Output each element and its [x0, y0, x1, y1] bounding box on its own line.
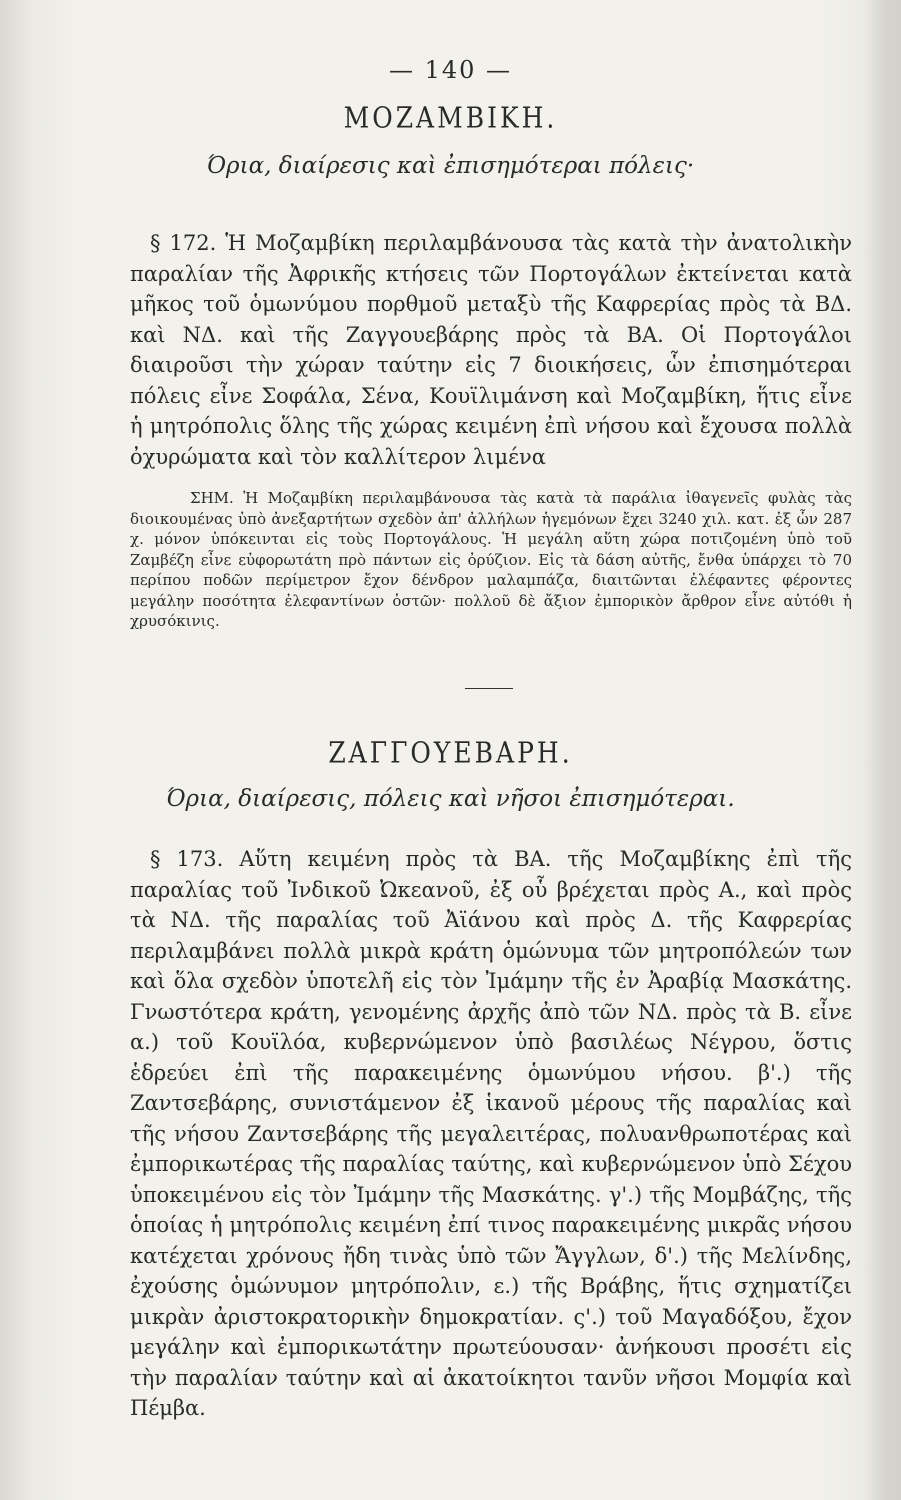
section-title-mozambique: ΜΟΖΑΜΒΙΚΗ.: [343, 100, 558, 135]
section-subtitle-mozambique: Όρια, διαίρεσις καὶ ἐπισημότεραι πόλεις·: [206, 153, 695, 179]
footnote-mozambique: ΣΗΜ. Ἡ Μοζαμβίκη περιλαμβάνουσα τὰς κατὰ τὰ παράλια ἰθαγενεῖς φυλὰς τὰς διοικουμένας ὑπὸ ἀνεξαρτήτων σχεδὸν ἀπ' ἀλλήλων ἡγεμόνων ἔχει 3240 χιλ. κατ. ἐξ ὧν 287 χ. μόνον ὑπόκεινται εἰς τοὺς Πορτογάλους. Ἡ μεγάλη αὕτη χώρα ποτιζομένη ὑπὸ τοῦ Ζαμβέζη εἶνε εὐφορωτάτη πρὸ πάντων εἰς ὀρύζιον. Εἰς τὰ δάση αὐτῆς, ἔνθα ὑπάρχει τὸ 70 περίπου ποδῶν περίμετρον ἔχον δένδρον μαλαμπάζα, διαιτῶνται ἐλέφαντες φέροντες μεγάλην ποσότητα ἐλεφαντίνων ὀστῶν· πολλοῦ δὲ ἄξιον ἐμπορικὸν ἄρθρον εἶνε αὐτόθι ἡ χρυσόκινις.: [130, 489, 852, 630]
page-number: — 140 —: [388, 56, 513, 84]
paragraph-172: § 172. Ἡ Μοζαμβίκη περιλαμβάνουσα τὰς κατὰ τὴν ἀνατολικὴν παραλίαν τῆς Ἀφρικῆς κτήσεις τῶν Πορτογάλων ἐκτείνεται κατὰ μῆκος τοῦ ὁμωνύμου πορθμοῦ μεταξὺ τῆς Καφρερίας πρὸς τὰ ΒΔ. καὶ ΝΔ. καὶ τῆς Ζαγγουεβάρης πρὸς τὰ ΒΑ. Οἱ Πορτογάλοι διαιροῦσι τὴν χώραν ταύτην εἰς 7 διοικήσεις, ὧν ἐπισημότεραι πόλεις εἶνε Σοφάλα, Σένα, Κουϊλιμάνση καὶ Μοζαμβίκη, ἥτις εἶνε ἡ μητρόπολις ὅλης τῆς χώρας κειμένη ἐπὶ νήσου καὶ ἔχουσα πολλὰ ὀχυρώματα καὶ τὸν καλλίτερον λιμένα: [130, 231, 852, 469]
section-subtitle-zanguebar: Όρια, διαίρεσις, πόλεις καὶ νῆσοι ἐπισημότεραι.: [166, 786, 735, 812]
section-divider: [465, 688, 513, 689]
paragraph-173: § 173. Αὕτη κειμένη πρὸς τὰ ΒΑ. τῆς Μοζαμβίκης ἐπὶ τῆς παραλίας τοῦ Ἰνδικοῦ Ὠκεανοῦ, ἐξ οὗ βρέχεται πρὸς Α., καὶ πρὸς τὰ ΝΔ. τῆς παραλίας τοῦ Ἀϊάνου καὶ πρὸς Δ. τῆς Καφρερίας περιλαμβάνει πολλὰ μικρὰ κράτη ὁμώνυμα τῶν μητροπόλεών των καὶ ὅλα σχεδὸν ὑποτελῆ εἰς τὸν Ἰμάμην τῆς ἐν Ἀραβίᾳ Μασκάτης. Γνωστότερα κράτη, γενομένης ἀρχῆς ἀπὸ τῶν ΝΔ. πρὸς τὰ Β. εἶνε α.) τοῦ Κουϊλόα, κυβερνώμενον ὑπὸ βασιλέως Νέγρου, ὅστις ἑδρεύει ἐπὶ τῆς παρακειμένης ὁμωνύμου νήσου. β'.) τῆς Ζαντσεβάρης, συνιστάμενον ἐξ ἱκανοῦ μέρους τῆς παραλίας καὶ τῆς νήσου Ζαντσεβάρης τῆς μεγαλειτέρας, πολυανθρωποτέρας καὶ ἐμπορικωτέρας τῆς παραλίας ταύτης, καὶ κυβερνώμενον ὑπὸ Σέχου ὑποκειμένου εἰς τὸν Ἰμάμην τῆς Μασκάτης. γ'.) τῆς Μομβάζης, τῆς ὁποίας ἡ μητρόπολις κειμένη ἐπί τινος παρακειμένης μικρᾶς νήσου κατέχεται χρόνους ἤδη τινὰς ὑπὸ τῶν Ἄγγλων, δ'.) τῆς Μελίνδης, ἐχούσης ὁμώνυμον μητρόπολιν, ε.) τῆς Βράβης, ἥτις σχηματίζει μικρὰν ἀριστοκρατορικὴν δημοκρατίαν. ς'.) τοῦ Μαγαδόξου, ἔχον μεγάλην καὶ ἐμπορικωτάτην πρωτεύουσαν· ἀνήκουσι προσέτι εἰς τὴν παραλίαν ταύτην καὶ αἱ ἀκατοίκητοι τανῦν νῆσοι Μομφία καὶ Πέμβα.: [130, 847, 852, 1420]
section-title-zanguebar: ΖΑΓΓΟΥΕΒΑΡΗ.: [328, 735, 573, 770]
